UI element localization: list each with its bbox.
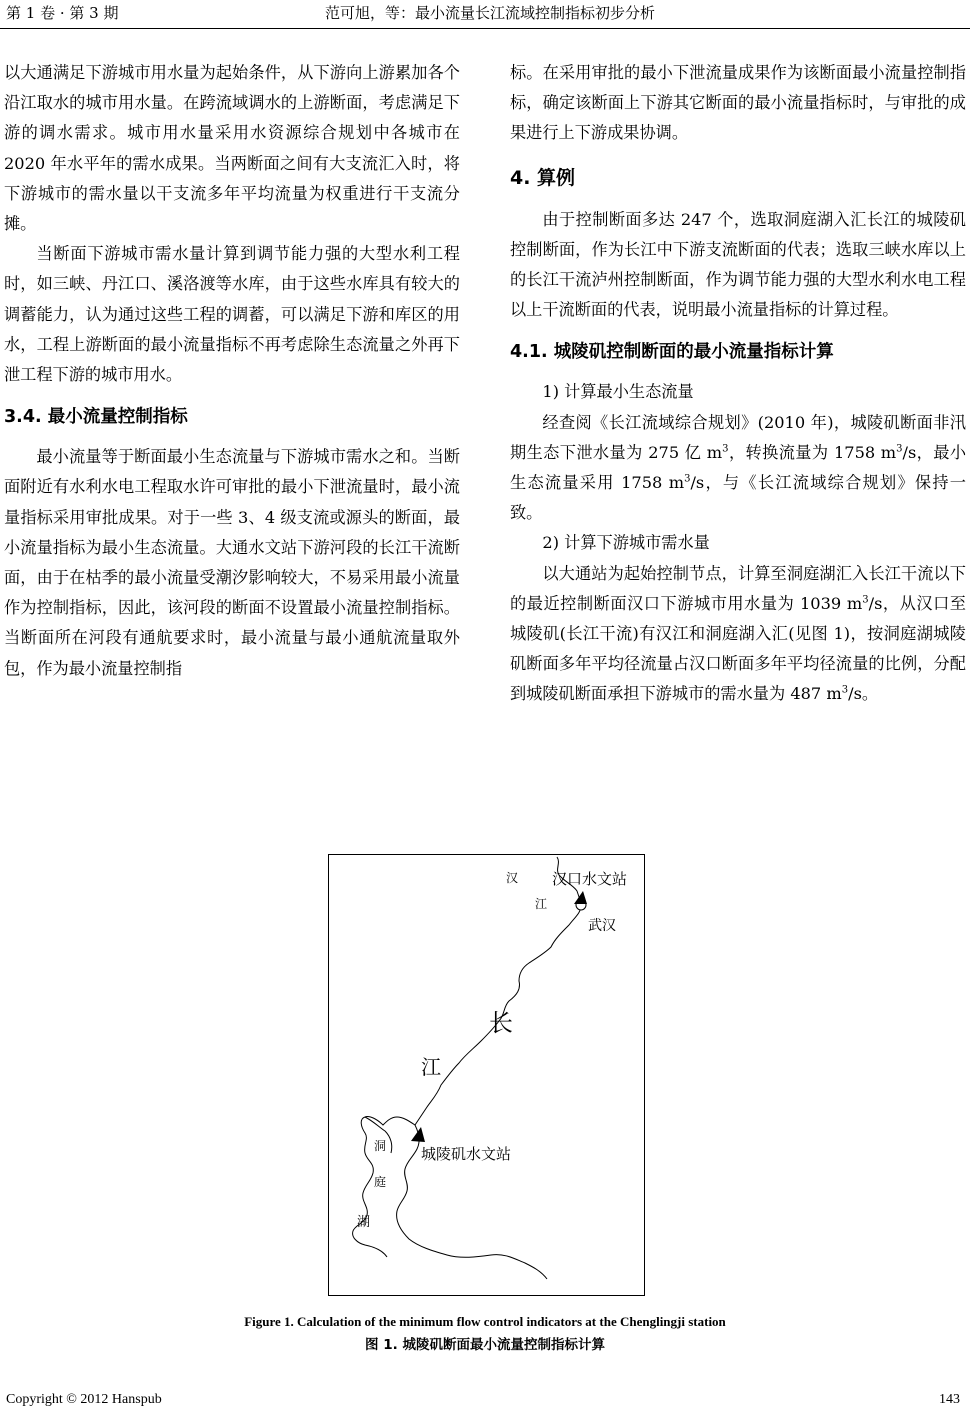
paragraph: 由于控制断面多达 247 个，选取洞庭湖入汇长江的城陵矶控制断面，作为长江中下游支流断面的代表；选取三峡水库以上的长江干流泸州控制断面，作为调节能力强的大型水利水电工程以上干流断面的代表，说明最小流量指标的计算过程。 (510, 209, 966, 320)
map-label-han: 汉 (506, 871, 519, 885)
map-label-dong: 洞 (374, 1139, 387, 1153)
figure-caption-chinese: 图 1. 城陵矶断面最小流量控制指标计算 (365, 1337, 605, 1353)
running-header-volume: 第 1 卷 · 第 3 期 (6, 4, 119, 22)
map-label-chang: 长 (489, 1009, 513, 1037)
paragraph: 经查阅《长江流域综合规划》(2010 年)，城陵矶断面非汛期生态下泄水量为 275 亿 $m^3$，转换流量为 1758 $m^3/s$，最小生态流量采用 1758 $m^3/s$，与《长江流域综合规划》保持一致。 (510, 412, 967, 523)
section-heading-4: 4. 算例 (510, 166, 576, 189)
hankou-flag-icon (574, 891, 587, 904)
map-label-hankou-station: 汉口水文站 (552, 870, 628, 888)
left-column (4, 58, 460, 684)
paragraph: 当断面下游城市需水量计算到调节能力强的大型水利工程时，如三峡、丹江口、溪洛渡等水库，由于这些水库具有较大的调蓄能力，认为通过这些工程的调蓄，可以满足下游和库区的用水，工程上游断面的最小流量指标不再考虑除生态流量之外再下泄工程下游的城市用水。 (4, 244, 460, 385)
map-label-ting: 庭 (374, 1175, 387, 1189)
map-label-jiang-small: 江 (535, 897, 548, 911)
map-label-jiang-big: 江 (421, 1055, 441, 1079)
paragraph: 以大通站为起始控制节点，计算至洞庭湖汇入长江干流以下的最近控制断面汉口下游城市用水量为 1039 $m^3/s$，从汉口至城陵矶(长江干流)有汉江和洞庭湖入汇(见图 1)，按洞庭湖城陵矶断面多年平均径流量占汉口断面多年平均径流量的比例，分配到城陵矶断面承担下游城市的需水量为 487 $m^3/s$。 (510, 563, 966, 704)
right-column (510, 58, 966, 710)
paragraph: 最小流量等于断面最小生态流量与下游城市需水之和。当断面附近有水利水电工程取水许可审批的最小下泄流量时，最小流量指标采用审批成果。对于一些 3、4 级支流或源头的断面，最小流量指标为最小生态流量。大通水文站下游河段的长江干流断面，由于在枯季的最小流量受潮汐影响较大，不易采用最小流量作为控制指标，因此，该河段的断面不设置最小流量控制指标。当断面所在河段有通航要求时，最小流量与最小通航流量取外包，作为最小流量控制指 (4, 447, 460, 678)
map-label-hu: 湖 (357, 1215, 371, 1230)
paragraph: 以大通满足下游城市用水量为起始条件，从下游向上游累加各个沿江取水的城市用水量。在跨流域调水的上游断面，考虑满足下游的调水需求。城市用水量采用水资源综合规划中各城市在 2020 年水平年的需水成果。当两断面之间有大支流汇入时，将下游城市的需水量以干支流多年平均流量为权重进行干支流分摊。 (4, 63, 460, 234)
footer-copyright: Copyright © 2012 Hanspub (6, 1392, 162, 1407)
paragraph: 标。在采用审批的最小下泄流量成果作为该断面最小流量控制指标，确定该断面上下游其它断面的最小流量指标时，与审批的成果进行上下游成果协调。 (510, 63, 966, 143)
chenglingji-flag-icon (411, 1127, 425, 1142)
map-label-chenglingji-station: 城陵矶水文站 (421, 1145, 512, 1163)
map-label-wuhan: 武汉 (588, 918, 616, 934)
running-header-title: 范可旭，等：最小流量长江流域控制指标初步分析 (324, 4, 655, 22)
step-label: 2) 计算下游城市需水量 (542, 533, 710, 553)
header-rule (0, 28, 970, 29)
page-number: 143 (939, 1392, 960, 1407)
figure-caption-english: Figure 1. Calculation of the minimum flow control indicators at the Chenglingji station (244, 1314, 726, 1329)
section-heading-3-4: 3.4. 最小流量控制指标 (4, 407, 188, 428)
section-heading-4-1: 4.1. 城陵矶控制断面的最小流量指标计算 (510, 342, 834, 363)
step-label: 1) 计算最小生态流量 (542, 382, 694, 402)
figure-map (328, 854, 645, 1296)
